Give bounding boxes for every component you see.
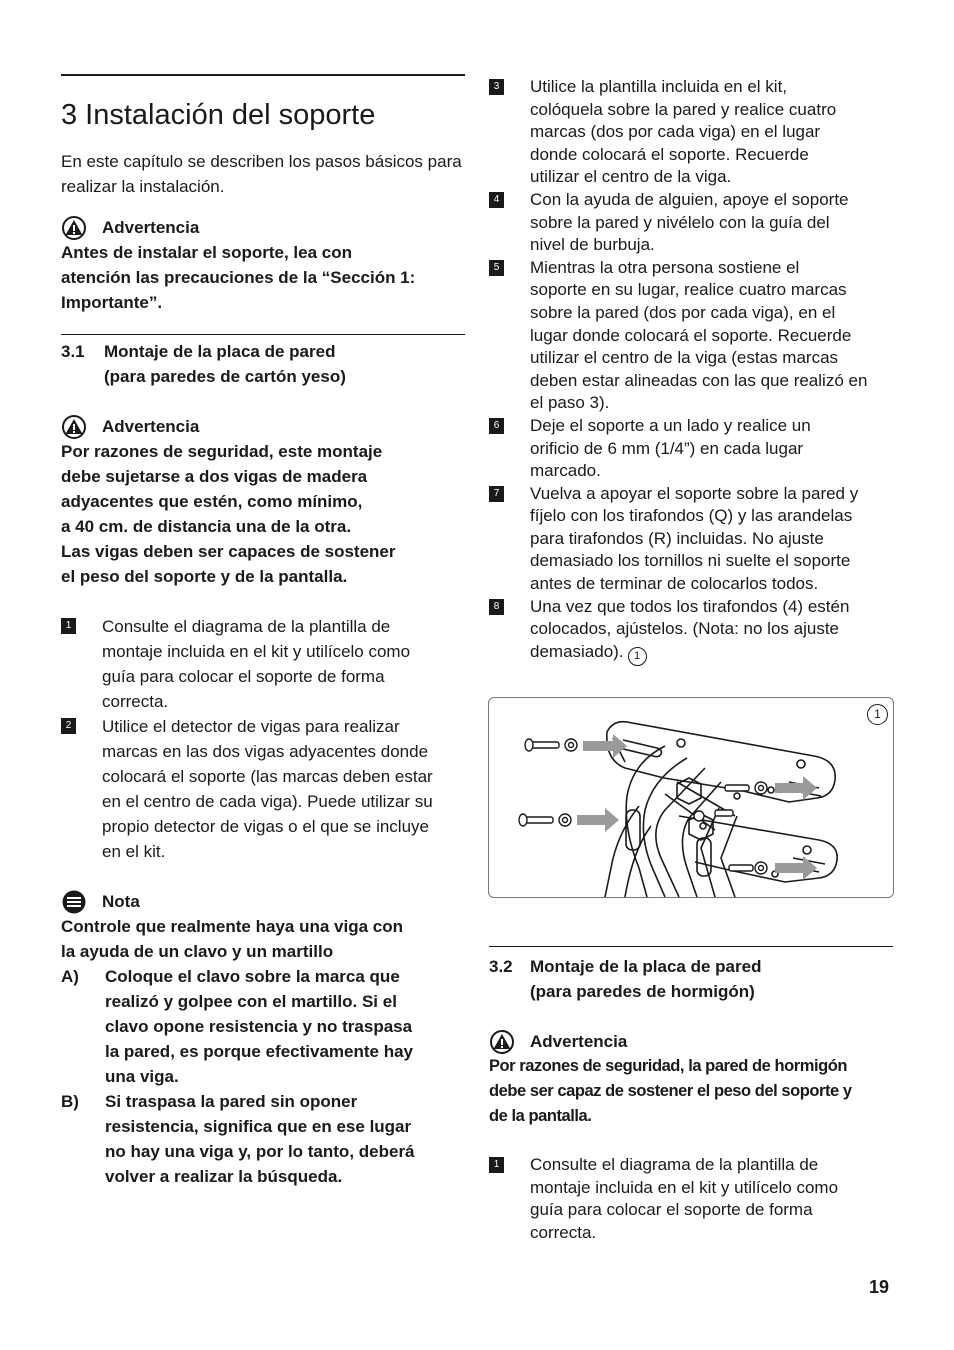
note-item-line: resistencia, significa que en ese lugar bbox=[105, 1117, 412, 1136]
warning-line: Importante”. bbox=[61, 293, 163, 312]
note-line: la ayuda de un clavo y un martillo bbox=[61, 942, 334, 961]
bracket-illustration bbox=[489, 698, 893, 897]
note-item-b bbox=[61, 1089, 465, 1189]
step-line: marcado. bbox=[530, 461, 601, 481]
step-line: Consulte el diagrama de la plantilla de bbox=[530, 1155, 819, 1174]
left-column bbox=[61, 74, 465, 1189]
section-rule bbox=[61, 334, 465, 335]
warning-line: el peso del soporte y de la pantalla. bbox=[61, 567, 348, 586]
warning-line: a 40 cm. de distancia una de la otra. bbox=[61, 517, 352, 536]
section-title-line: Montaje de la placa de pared bbox=[530, 957, 762, 976]
step-number-badge: 8 bbox=[489, 599, 504, 615]
bracket-installation-figure bbox=[488, 697, 894, 898]
section-heading-3-1 bbox=[61, 339, 465, 389]
step-item bbox=[489, 596, 893, 666]
step-item bbox=[489, 257, 893, 415]
note-item-a bbox=[61, 964, 465, 1089]
step-line: el paso 3). bbox=[530, 393, 610, 413]
note-label: Nota bbox=[102, 892, 140, 911]
step-line: guía para colocar el soporte de forma bbox=[102, 667, 385, 686]
warning-line: Las vigas deben ser capaces de sostener bbox=[61, 542, 396, 561]
step-item bbox=[61, 614, 465, 714]
step-number-badge: 5 bbox=[489, 260, 504, 276]
step-line-text: demasiado). bbox=[530, 641, 624, 661]
warning-icon bbox=[61, 415, 87, 439]
step-item bbox=[489, 76, 893, 189]
warning-line: Por razones de seguridad, la pared de hormigón bbox=[489, 1057, 847, 1075]
warning-heading bbox=[61, 414, 465, 439]
step-line: antes de terminar de colocarlos todos. bbox=[530, 574, 819, 594]
note-item-line: Si traspasa la pared sin oponer bbox=[105, 1092, 358, 1111]
step-line: Mientras la otra persona sostiene el bbox=[530, 257, 800, 277]
step-number-badge: 3 bbox=[489, 79, 504, 95]
step-line: correcta. bbox=[530, 1222, 597, 1242]
step-line: orificio de 6 mm (1/4”) en cada lugar bbox=[530, 438, 804, 458]
step-line bbox=[530, 641, 849, 666]
warning-text bbox=[61, 439, 465, 589]
section-number: 3.1 bbox=[61, 342, 85, 361]
step-line: Consulte el diagrama de la plantilla de bbox=[102, 617, 391, 636]
warning-block bbox=[489, 1029, 893, 1129]
step-line: colocará el soporte (las marcas deben estar bbox=[102, 767, 433, 786]
chapter-top-rule bbox=[61, 74, 465, 76]
step-line: para tirafondos (R) incluidas. No ajuste bbox=[530, 528, 824, 548]
step-line: colocados, ajústelos. (Nota: no los ajuste bbox=[530, 619, 840, 639]
warning-label: Advertencia bbox=[530, 1032, 628, 1051]
step-line: en el kit. bbox=[102, 842, 166, 861]
warning-line: debe sujetarse a dos vigas de madera bbox=[61, 467, 368, 486]
step-line: demasiado los tornillos ni suelte el soporte bbox=[530, 551, 851, 571]
section-heading-3-2 bbox=[489, 954, 893, 1004]
step-item bbox=[489, 483, 893, 596]
note-item-label: B) bbox=[61, 1092, 79, 1111]
note-item-label: A) bbox=[61, 967, 79, 986]
step-line: Utilice el detector de vigas para realizar bbox=[102, 717, 400, 736]
step-line: Vuelva a apoyar el soporte sobre la pared y bbox=[530, 483, 859, 503]
warning-icon bbox=[489, 1030, 515, 1054]
note-text bbox=[61, 914, 465, 964]
step-line: colóquela sobre la pared y realice cuatro bbox=[530, 99, 837, 119]
chapter-title: 3 Instalación del soporte bbox=[61, 99, 376, 131]
chapter-intro: En este capítulo se describen los pasos básicos para realizar la instalación. bbox=[61, 152, 462, 196]
warning-text bbox=[61, 240, 465, 315]
step-line: soporte en su lugar, realice cuatro marcas bbox=[530, 280, 847, 300]
step-number-badge: 2 bbox=[61, 718, 76, 734]
note-item-line: no hay una viga y, por lo tanto, deberá bbox=[105, 1142, 415, 1161]
step-line: en el centro de cada viga). Puede utilizar su bbox=[102, 792, 433, 811]
steps-list bbox=[61, 614, 465, 864]
step-line: lugar donde colocará el soporte. Recuerde bbox=[530, 325, 852, 345]
warning-label: Advertencia bbox=[102, 417, 200, 436]
step-line: sobre la pared y nivélelo con la guía del bbox=[530, 212, 830, 232]
warning-block bbox=[61, 215, 465, 315]
step-number-badge: 4 bbox=[489, 192, 504, 208]
section-3-2 bbox=[489, 954, 893, 1244]
step-line: deben estar alineadas con las que realizó en bbox=[530, 370, 868, 390]
step-line: guía para colocar el soporte de forma bbox=[530, 1200, 813, 1220]
note-icon bbox=[61, 890, 87, 914]
step-line: Una vez que todos los tirafondos (4) estén bbox=[530, 596, 850, 616]
right-column bbox=[489, 76, 893, 1242]
section-title-line: Montaje de la placa de pared bbox=[104, 342, 336, 361]
warning-block bbox=[61, 414, 465, 589]
step-line: marcas (dos por cada viga) en el lugar bbox=[530, 122, 821, 142]
warning-text bbox=[489, 1054, 893, 1129]
step-number-badge: 6 bbox=[489, 418, 504, 434]
note-item-line: una viga. bbox=[105, 1067, 179, 1086]
step-line: correcta. bbox=[102, 692, 169, 711]
step-line: sobre la pared (dos por cada viga), en el bbox=[530, 302, 836, 322]
warning-label: Advertencia bbox=[102, 218, 200, 237]
figure-number: 1 bbox=[867, 704, 888, 725]
step-number-badge: 1 bbox=[61, 618, 76, 634]
section-number: 3.2 bbox=[489, 957, 513, 976]
note-line: Controle que realmente haya una viga con bbox=[61, 917, 403, 936]
step-number-badge: 1 bbox=[489, 1157, 504, 1173]
step-item bbox=[489, 189, 893, 257]
section-title-line: (para paredes de cartón yeso) bbox=[104, 367, 346, 386]
step-item bbox=[489, 1154, 893, 1244]
step-item bbox=[489, 415, 893, 483]
step-line: Utilice la plantilla incluida en el kit, bbox=[530, 77, 788, 96]
step-line: Deje el soporte a un lado y realice un bbox=[530, 415, 811, 435]
warning-icon bbox=[61, 216, 87, 240]
step-line: fíjelo con los tirafondos (Q) y las arandelas bbox=[530, 506, 853, 526]
step-line: montaje incluida en el kit y utilícelo como bbox=[102, 642, 411, 661]
step-line: utilizar el centro de la viga (estas marcas bbox=[530, 348, 839, 368]
note-item-line: volver a realizar la búsqueda. bbox=[105, 1167, 343, 1186]
warning-heading bbox=[489, 1029, 893, 1054]
step-item bbox=[61, 714, 465, 864]
step-line: montaje incluida en el kit y utilícelo como bbox=[530, 1177, 839, 1197]
warning-line: atención las precauciones de la “Sección 1: bbox=[61, 268, 416, 287]
note-item-line: clavo opone resistencia y no traspasa bbox=[105, 1017, 413, 1036]
step-line: utilizar el centro de la viga. bbox=[530, 167, 732, 187]
section-title-line: (para paredes de hormigón) bbox=[530, 982, 755, 1001]
warning-line: debe ser capaz de sostener el peso del soporte y bbox=[489, 1082, 852, 1100]
warning-heading bbox=[61, 215, 465, 240]
warning-line: Antes de instalar el soporte, lea con bbox=[61, 243, 352, 262]
warning-line: Por razones de seguridad, este montaje bbox=[61, 442, 383, 461]
note-item-line: Coloque el clavo sobre la marca que bbox=[105, 967, 400, 986]
step-line: Con la ayuda de alguien, apoye el soporte bbox=[530, 189, 849, 209]
warning-line: de la pantalla. bbox=[489, 1107, 592, 1125]
figure-reference: 1 bbox=[628, 647, 647, 666]
step-number-badge: 7 bbox=[489, 486, 504, 502]
step-line: donde colocará el soporte. Recuerde bbox=[530, 144, 809, 164]
note-block bbox=[61, 889, 465, 1189]
note-item-line: la pared, es porque efectivamente hay bbox=[105, 1042, 414, 1061]
step-line: marcas en las dos vigas adyacentes donde bbox=[102, 742, 429, 761]
note-item-line: realizó y golpee con el martillo. Si el bbox=[105, 992, 397, 1011]
step-line: propio detector de vigas o el que se incluye bbox=[102, 817, 429, 836]
section-rule bbox=[489, 946, 893, 947]
page-number: 19 bbox=[869, 1277, 890, 1297]
note-heading bbox=[61, 889, 465, 914]
warning-line: adyacentes que estén, como mínimo, bbox=[61, 492, 363, 511]
step-line: nivel de burbuja. bbox=[530, 235, 655, 255]
